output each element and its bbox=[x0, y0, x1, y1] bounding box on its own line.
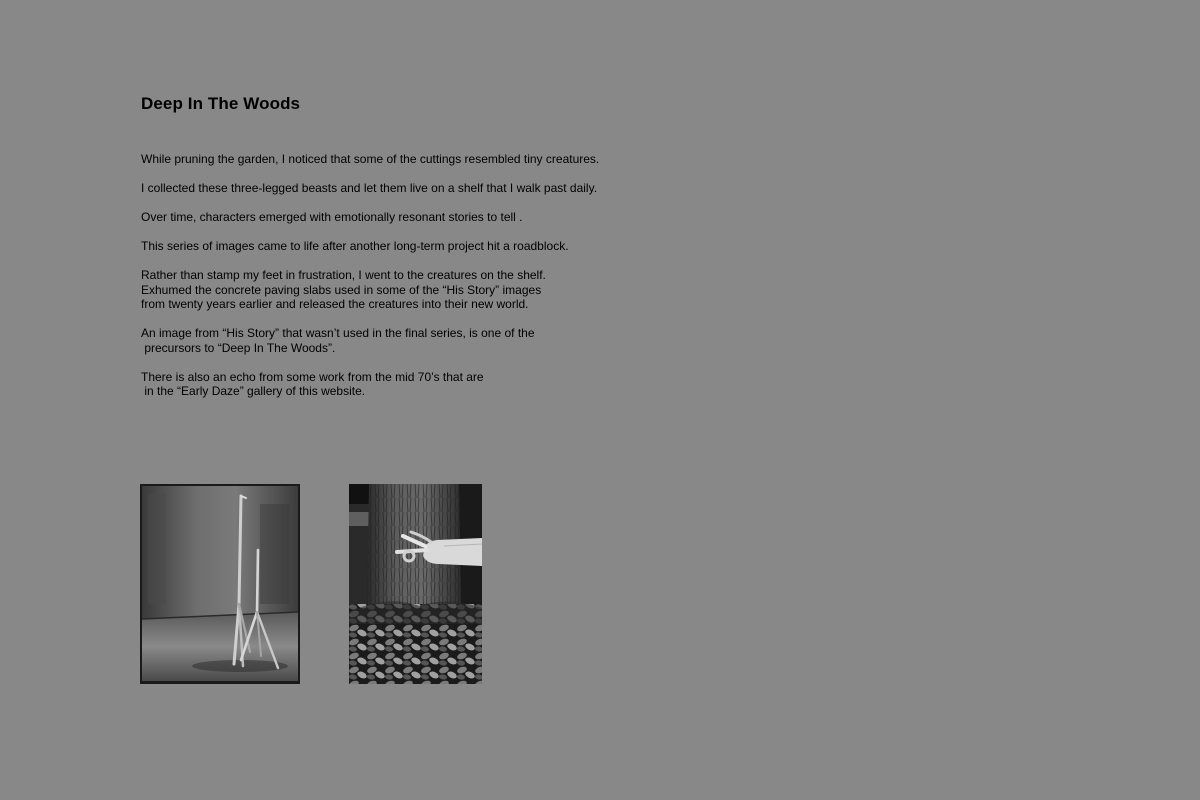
intro-paragraph: Over time, characters emerged with emotionally resonant stories to tell . bbox=[141, 210, 523, 224]
gallery-thumbnail-twig-creatures[interactable] bbox=[140, 484, 300, 684]
intro-paragraph: I collected these three-legged beasts and let them live on a shelf that I walk past daily. bbox=[141, 181, 598, 195]
intro-text bbox=[141, 152, 661, 413]
intro-paragraph: Rather than stamp my feet in frustration, I went to the creatures on the shelf. Exhumed the concrete paving slabs used in some of the “His Story” images from twenty years earlier and released the creatures into their new world. bbox=[141, 268, 546, 311]
intro-paragraph: There is also an echo from some work from the mid 70’s that are in the “Early Daze” gallery of this website. bbox=[141, 369, 484, 398]
intro-paragraph: This series of images came to life after another long-term project hit a roadblock. bbox=[141, 239, 569, 253]
intro-paragraph: An image from “His Story” that wasn’t used in the final series, is one of the precursors to “Deep In The Woods”. bbox=[141, 326, 535, 355]
page-title: Deep In The Woods bbox=[141, 94, 301, 113]
intro-paragraph: While pruning the garden, I noticed that some of the cuttings resembled tiny creatures. bbox=[141, 152, 600, 166]
twig-creatures-photo bbox=[140, 484, 300, 684]
hand-tree-photo bbox=[349, 484, 482, 684]
gallery-thumbnail-hand-tree[interactable] bbox=[349, 484, 482, 684]
